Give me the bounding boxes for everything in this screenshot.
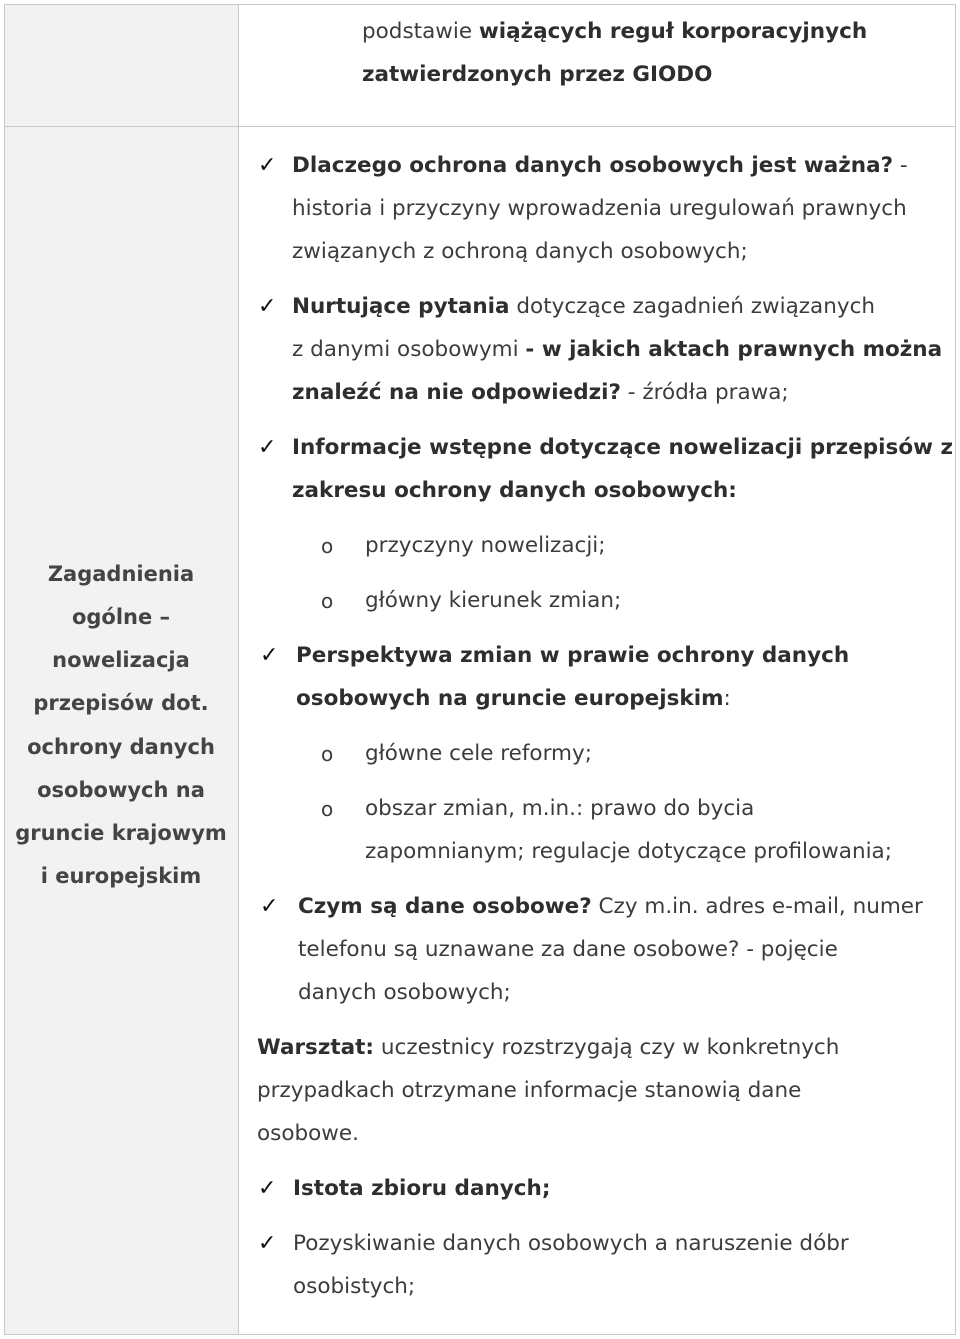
circle-bullet-icon: o [321,742,334,766]
column-divider [238,4,239,1335]
item-3-line-1: Informacje wstępne dotyczące nowelizacji przepisów z [292,435,953,460]
item-2-line-2: z danymi osobowymi - w jakich aktach prawnych można [292,337,943,362]
workshop-line-1: Warsztat: uczestnicy rozstrzygają czy w konkretnych [257,1035,840,1060]
topic-label-line: przepisów dot. [33,691,209,715]
topic-label-line: osobowych na [37,778,205,802]
item-2-line-1: Nurtujące pytania dotyczące zagadnień związanych [292,294,876,319]
circle-bullet-icon: o [321,589,334,613]
item-1-line-1: Dlaczego ochrona danych osobowych jest ważna? - [292,153,908,178]
topic-label-line: Zagadnienia [47,562,195,586]
item-4-sub-1: główne cele reformy; [365,741,592,766]
item-7-line-1: Pozyskiwanie danych osobowych a naruszenie dóbr [293,1231,849,1256]
item-4-sub-2-line-1: obszar zmian, m.in.: prawo do bycia [365,796,755,821]
checkmark-icon: ✓ [258,1176,277,1201]
checkmark-icon: ✓ [260,643,279,668]
item-2-line-3: znaleźć na nie odpowiedzi? - źródła prawa; [292,380,789,405]
item-5-line-2: telefonu są uznawane za dane osobowe? - pojęcie [298,937,838,962]
workshop-line-2: przypadkach otrzymane informacje stanowią dane [257,1078,802,1103]
circle-bullet-icon: o [321,534,334,558]
item-4-sub-2-line-2: zapomnianym; regulacje dotyczące profilowania; [365,839,892,864]
item-3-sub-2: główny kierunek zmian; [365,588,622,613]
item-1-line-2: historia i przyczyny wprowadzenia uregulowań prawnych [292,196,907,221]
topic-label-line: ogólne – [71,605,171,629]
item-4-line-2: osobowych na gruncie europejskim: [296,686,731,711]
checkmark-icon: ✓ [258,294,277,319]
topic-label-line: gruncie krajowym [15,821,227,845]
topic-label-line: ochrony danych [27,735,215,759]
item-1-line-3: związanych z ochroną danych osobowych; [292,239,748,264]
row-divider [4,126,956,127]
workshop-line-3: osobowe. [257,1121,359,1146]
item-5-line-3: danych osobowych; [298,980,511,1005]
checkmark-icon: ✓ [258,1231,277,1256]
item-3-line-2: zakresu ochrony danych osobowych: [292,478,737,503]
topic-label-line: i europejskim [40,864,202,888]
checkmark-icon: ✓ [258,435,277,460]
checkmark-icon: ✓ [258,153,277,178]
top-row-line-1: podstawie wiążących reguł korporacyjnych [362,19,868,44]
top-row-line-2: zatwierdzonych przez GIODO [362,62,713,87]
item-3-sub-1: przyczyny nowelizacji; [365,533,606,558]
item-7-line-2: osobistych; [293,1274,416,1299]
item-4-line-1: Perspektywa zmian w prawie ochrony danych [296,643,850,668]
checkmark-icon: ✓ [260,894,279,919]
item-5-line-1: Czym są dane osobowe? Czy m.in. adres e-mail, numer [298,894,923,919]
item-6-line-1: Istota zbioru danych; [293,1176,551,1201]
topic-label-line: nowelizacja [52,648,190,672]
circle-bullet-icon: o [321,797,334,821]
